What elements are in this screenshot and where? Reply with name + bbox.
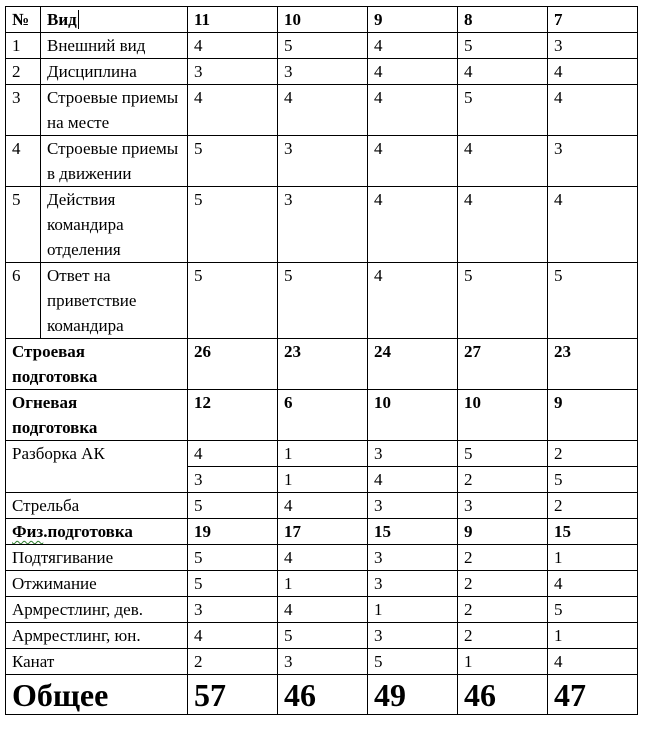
cell: 5 bbox=[278, 263, 368, 339]
row-name: Строевые приемы на месте bbox=[41, 85, 188, 136]
cell: 3 bbox=[548, 136, 638, 187]
header-col-8: 8 bbox=[458, 7, 548, 33]
cell: 4 bbox=[548, 59, 638, 85]
cell: 4 bbox=[368, 467, 458, 493]
cell: 5 bbox=[278, 33, 368, 59]
cell: 2 bbox=[458, 623, 548, 649]
header-col-11: 11 bbox=[188, 7, 278, 33]
cell: 4 bbox=[548, 85, 638, 136]
cell: 2 bbox=[458, 597, 548, 623]
cell: 15 bbox=[368, 519, 458, 545]
table-row bbox=[6, 85, 638, 136]
cell: 3 bbox=[188, 59, 278, 85]
cell: 3 bbox=[278, 136, 368, 187]
cell: 1 bbox=[548, 623, 638, 649]
cell: 4 bbox=[278, 545, 368, 571]
cell: 3 bbox=[278, 649, 368, 675]
cell: 3 bbox=[368, 493, 458, 519]
cell: 4 bbox=[278, 597, 368, 623]
cell: 26 bbox=[188, 339, 278, 390]
table-row bbox=[6, 136, 638, 187]
row-name: Ответ на приветствие командира bbox=[41, 263, 188, 339]
drill-total-row bbox=[6, 339, 638, 390]
row-name: Действия командира отделения bbox=[41, 187, 188, 263]
cell: 4 bbox=[188, 623, 278, 649]
cell: 4 bbox=[188, 33, 278, 59]
cell: 4 bbox=[368, 59, 458, 85]
cell: 2 bbox=[548, 493, 638, 519]
cell: 4 bbox=[548, 571, 638, 597]
cell: 15 bbox=[548, 519, 638, 545]
table-row bbox=[6, 59, 638, 85]
cell: 1 bbox=[548, 545, 638, 571]
cell: 4 bbox=[368, 187, 458, 263]
row-name: Строевые приемы в движении bbox=[41, 136, 188, 187]
row-num: 3 bbox=[6, 85, 41, 136]
phys-total-row bbox=[6, 519, 638, 545]
phys-total-label-b: .подготовка bbox=[43, 522, 133, 541]
cell: 27 bbox=[458, 339, 548, 390]
cell: 12 bbox=[188, 390, 278, 441]
table-row bbox=[6, 571, 638, 597]
cell: 3 bbox=[458, 493, 548, 519]
cell: 5 bbox=[188, 263, 278, 339]
drill-total-label: Строевая подготовка bbox=[6, 339, 188, 390]
cell: 3 bbox=[368, 545, 458, 571]
cell: 6 bbox=[278, 390, 368, 441]
cell: 10 bbox=[458, 390, 548, 441]
row-label: Подтягивание bbox=[6, 545, 188, 571]
header-kind-text: Вид bbox=[47, 10, 77, 29]
row-num: 1 bbox=[6, 33, 41, 59]
cell: 3 bbox=[188, 597, 278, 623]
fire-total-label: Огневая подготовка bbox=[6, 390, 188, 441]
cell: 9 bbox=[458, 519, 548, 545]
cell: 57 bbox=[188, 675, 278, 715]
cell: 5 bbox=[368, 649, 458, 675]
cell: 47 bbox=[548, 675, 638, 715]
cell: 4 bbox=[458, 136, 548, 187]
cell: 17 bbox=[278, 519, 368, 545]
score-table bbox=[5, 6, 638, 715]
cell: 4 bbox=[278, 85, 368, 136]
cell: 5 bbox=[458, 33, 548, 59]
fire-total-row bbox=[6, 390, 638, 441]
cell: 9 bbox=[548, 390, 638, 441]
table-row bbox=[6, 263, 638, 339]
table-row bbox=[6, 441, 638, 467]
cell: 4 bbox=[458, 59, 548, 85]
row-num: 5 bbox=[6, 187, 41, 263]
cell: 5 bbox=[458, 263, 548, 339]
header-num: № bbox=[6, 7, 41, 33]
cell: 5 bbox=[548, 597, 638, 623]
header-kind bbox=[41, 7, 188, 33]
cell: 1 bbox=[278, 571, 368, 597]
cell: 10 bbox=[368, 390, 458, 441]
cell: 5 bbox=[548, 467, 638, 493]
cell: 5 bbox=[278, 623, 368, 649]
row-name: Дисциплина bbox=[41, 59, 188, 85]
row-name: Внешний вид bbox=[41, 33, 188, 59]
row-num: 2 bbox=[6, 59, 41, 85]
cell: 2 bbox=[458, 467, 548, 493]
cell: 4 bbox=[548, 649, 638, 675]
cell: 5 bbox=[188, 545, 278, 571]
cell: 4 bbox=[188, 441, 278, 467]
cell: 23 bbox=[548, 339, 638, 390]
grand-total-label: Общее bbox=[6, 675, 188, 715]
cell: 4 bbox=[368, 136, 458, 187]
cell: 4 bbox=[188, 85, 278, 136]
header-row bbox=[6, 7, 638, 33]
cell: 3 bbox=[278, 59, 368, 85]
table-row bbox=[6, 545, 638, 571]
cell: 4 bbox=[278, 493, 368, 519]
cell: 1 bbox=[458, 649, 548, 675]
cell: 3 bbox=[368, 441, 458, 467]
cell: 5 bbox=[188, 187, 278, 263]
cell: 4 bbox=[368, 85, 458, 136]
cell: 2 bbox=[548, 441, 638, 467]
header-col-7: 7 bbox=[548, 7, 638, 33]
cell: 5 bbox=[188, 136, 278, 187]
cell: 2 bbox=[458, 571, 548, 597]
cell: 5 bbox=[188, 571, 278, 597]
cell: 3 bbox=[368, 623, 458, 649]
cell: 46 bbox=[458, 675, 548, 715]
cell: 2 bbox=[458, 545, 548, 571]
table-row bbox=[6, 493, 638, 519]
cell: 49 bbox=[368, 675, 458, 715]
cell: 1 bbox=[278, 441, 368, 467]
cell: 46 bbox=[278, 675, 368, 715]
cell: 5 bbox=[458, 85, 548, 136]
phys-total-label-a: Физ bbox=[12, 522, 44, 541]
cell: 3 bbox=[368, 571, 458, 597]
cell: 1 bbox=[368, 597, 458, 623]
row-label: Армрестлинг, юн. bbox=[6, 623, 188, 649]
row-label: Армрестлинг, дев. bbox=[6, 597, 188, 623]
phys-total-label bbox=[6, 519, 188, 545]
row-label: Отжимание bbox=[6, 571, 188, 597]
row-label: Разборка АК bbox=[6, 441, 188, 493]
row-label: Стрельба bbox=[6, 493, 188, 519]
cell: 23 bbox=[278, 339, 368, 390]
header-col-9: 9 bbox=[368, 7, 458, 33]
table-row bbox=[6, 623, 638, 649]
cell: 4 bbox=[548, 187, 638, 263]
cell: 3 bbox=[188, 467, 278, 493]
cell: 4 bbox=[368, 33, 458, 59]
cell: 24 bbox=[368, 339, 458, 390]
table-row bbox=[6, 33, 638, 59]
row-num: 6 bbox=[6, 263, 41, 339]
table-row bbox=[6, 187, 638, 263]
table-row bbox=[6, 649, 638, 675]
cell: 3 bbox=[548, 33, 638, 59]
cell: 5 bbox=[188, 493, 278, 519]
table-row bbox=[6, 597, 638, 623]
cell: 1 bbox=[278, 467, 368, 493]
row-label: Канат bbox=[6, 649, 188, 675]
cell: 5 bbox=[548, 263, 638, 339]
cell: 19 bbox=[188, 519, 278, 545]
grand-total-row bbox=[6, 675, 638, 715]
cell: 2 bbox=[188, 649, 278, 675]
cell: 4 bbox=[368, 263, 458, 339]
cell: 5 bbox=[458, 441, 548, 467]
header-col-10: 10 bbox=[278, 7, 368, 33]
row-num: 4 bbox=[6, 136, 41, 187]
cell: 4 bbox=[458, 187, 548, 263]
cell: 3 bbox=[278, 187, 368, 263]
